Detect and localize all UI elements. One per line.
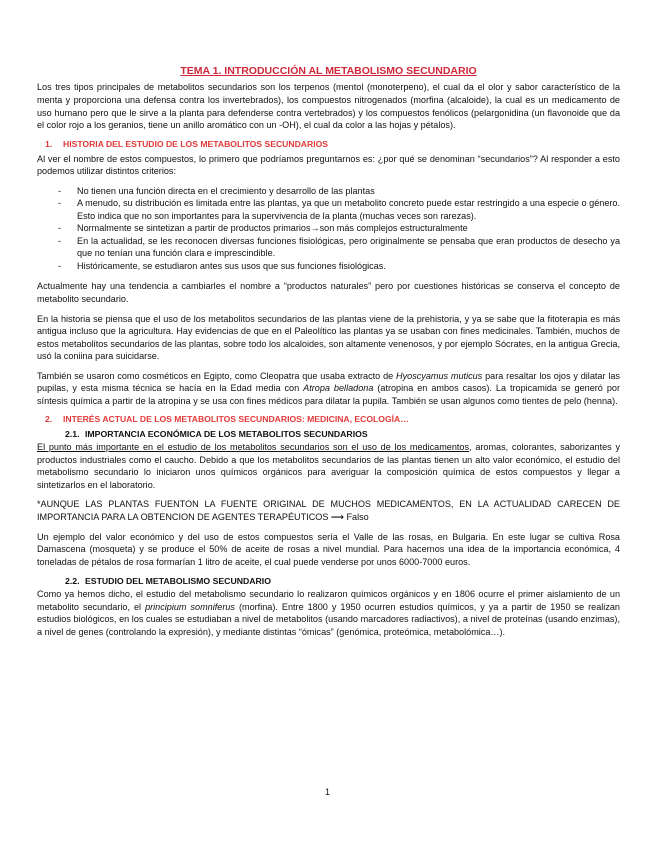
section-2-2-paragraph <box>37 588 620 638</box>
dash-bullet-icon: - <box>58 198 62 209</box>
list-item-text: A menudo, su distribución es limitada entre las plantas, ya que un metabolito concreto puede estar restringido a una especie o género. Esto indica que no son importantes para la supervivencia de la planta (muchas veces son rarezas). <box>77 198 620 221</box>
note-paragraph <box>37 498 620 523</box>
section-1-paragraph-3: En la historia se piensa que el uso de los metabolitos secundarios de las plantas viene de la prehistoria, y ya se sabe que la fitoterapia es más antigua incluso que la agricultura. Hay evidencias de que en el Paleolítico las plantas ya se usaban con fines medicinales. También, muchos de estos metabolitos secundarios de las plantas, sobre todo los alcaloides, son altamente venenosos, y por ejemplo Sócrates, en la antigua Grecia, usó la coniina para suicidarse. <box>37 313 620 362</box>
list-item-text: No tienen una función directa en el crecimiento y desarrollo de las plantas <box>77 185 375 196</box>
dash-bullet-icon: - <box>58 223 62 234</box>
section-2-1-paragraph-2: Un ejemplo del valor económico y del uso de estos compuestos sería el Valle de las rosas, en Bulgaria. En este lugar se cultiva Rosa Damascena (mosqueta) y se produce el 50% de aceite de rosas a nivel mundial. Para hacernos una idea de la importancia económica, 4 toneladas de pétalos de rosa formarían 1 litro de aceite, el cual puede venderse por unos 6000-7000 euros. <box>37 531 620 567</box>
dash-bullet-icon: - <box>58 185 62 196</box>
text-run: para resaltar los ojos y dilatar las pupilas, y esta misma técnica se hacía en la Edad media con <box>37 370 620 394</box>
section-2-1-title: IMPORTANCIA ECONÓMICA DE LOS METABOLITOS SECUNDARIOS <box>85 429 368 440</box>
page-title: TEMA 1. INTRODUCCIÓN AL METABOLISMO SECUNDARIO <box>180 65 477 77</box>
species-name: Atropa belladona <box>303 383 374 394</box>
text-run: (morfina). Entre 1800 y 1950 ocurren estudios químicos, y ya a partir de 1950 se realizan estudios biológicos, en los cuales se estudiaban a nivel de metabolitos (usando marcadores radiactivos), a nivel de proteínas (usando enzimas), a nivel de genes (controlando la expresión), y mediante distintas “ómicas” (genómica, proteómica, metabolómica…). <box>37 601 620 637</box>
intro-paragraph: Los tres tipos principales de metabolitos secundarios son los terpenos (mentol (monoterpeno), el cual da el olor y sabor característico de la menta y proporciona una defensa contra los invertebrados), los compuestos nitrogenados (morfina (alcaloide), la cual es un medicamento de uso humano pero que le sirve a la planta para defenderse contra vertebrados) y los compuestos fenólicos (pelargonidina (un flavonoide que da el color rojo a los geranios, tiene un anillo aromático con un -OH), el cual da color a las hojas y pétalos). <box>37 82 620 131</box>
section-2-title: INTERÉS ACTUAL DE LOS METABOLITOS SECUNDARIOS: MEDICINA, ECOLOGÍA… <box>63 414 409 425</box>
section-1-number: 1. <box>45 138 53 149</box>
list-item <box>37 185 620 198</box>
section-1-paragraph-4 <box>37 370 620 408</box>
list-item <box>37 235 620 260</box>
section-2-1-number: 2.1. <box>65 429 80 440</box>
latin-name: principium somniferus <box>145 601 235 612</box>
species-name: Hyoscyamus muticus <box>396 370 483 381</box>
section-1-paragraph-1: Al ver el nombre de estos compuestos, lo primero que podríamos preguntarnos es: ¿por qué se denominan “secundarios”? Al responder a esto podemos utilizar distintos criterios: <box>37 153 620 177</box>
text-run: También se usaron como cosméticos en Egipto, como Cleopatra que usaba extracto de <box>37 370 397 381</box>
dash-bullet-icon: - <box>58 235 62 246</box>
note-answer: Falso <box>346 511 369 522</box>
text-run: (atropina en ambos casos). La tropicamida se generó por síntesis química a partir de la atropina y se usa con fines médicos para dilatar la pupila. También se usan algunos como tientes de pelo (henna). <box>37 383 620 406</box>
section-2-1-paragraph-1 <box>37 441 620 491</box>
section-2-number: 2. <box>45 414 53 425</box>
list-item-text: Históricamente, se estudiaron antes sus usos que sus funciones fisiológicas. <box>77 260 386 271</box>
section-2-2-heading <box>37 575 620 587</box>
document-page <box>37 64 620 645</box>
right-arrow-icon: ⟶ <box>328 511 347 522</box>
section-2-1-heading <box>37 428 620 440</box>
text-run: Como ya hemos dicho, el estudio del metabolismo secundario lo realizaron químicos orgánicos y en 1806 ocurre el primer aislamiento de un metabolito secundario, el <box>37 589 620 612</box>
section-1-heading <box>37 139 620 151</box>
list-item-text: En la actualidad, se les reconocen diversas funciones fisiológicas, pero originalmente se pensaba que eran productos de desecho ya que no tenían una función clara e imprescindible. <box>77 235 620 259</box>
criteria-list <box>37 185 620 273</box>
dash-bullet-icon: - <box>58 260 62 271</box>
section-2-2-title: ESTUDIO DEL METABOLISMO SECUNDARIO <box>85 576 271 587</box>
list-item-text: Normalmente se sintetizan a partir de productos primarios→son más complejos estructuralmente <box>77 223 468 234</box>
section-2-heading <box>37 414 620 426</box>
note-text: *AUNQUE LAS PLANTAS FUENTON LA FUENTE ORIGINAL DE MUCHOS MEDICAMENTOS, EN LA ACTUALIDAD CARECEN DE IMPORTANCIA PARA LA OBTENCION DE AGENTES TERAPÉUTICOS <box>37 499 620 522</box>
section-1-paragraph-2: Actualmente hay una tendencia a cambiarles el nombre a “productos naturales” pero por cuestiones históricas se conserva el concepto de metabolito secundario. <box>37 281 620 304</box>
list-item <box>37 197 620 222</box>
list-item <box>37 222 620 235</box>
section-1-title: HISTORIA DEL ESTUDIO DE LOS METABOLITOS SECUNDARIOS <box>63 138 328 149</box>
section-2-2-number: 2.2. <box>65 576 80 587</box>
underlined-text: El punto más importante en el estudio de los metabolitos secundarios son el uso de los medicamentos <box>37 442 470 453</box>
list-item <box>37 260 620 273</box>
text-run: , aromas, colorantes, saborizantes y productos industriales como el caucho. Debido a que los metabolitos secundarios de las plantas tienen un alto valor económico, el estudio del metabolismo secundario lo iniciaron unos químicos orgánicos para averiguar la composición química de estos compuestos y llegar a sintetizarlos en el laboratorio. <box>37 442 621 490</box>
page-number: 1 <box>324 787 330 797</box>
